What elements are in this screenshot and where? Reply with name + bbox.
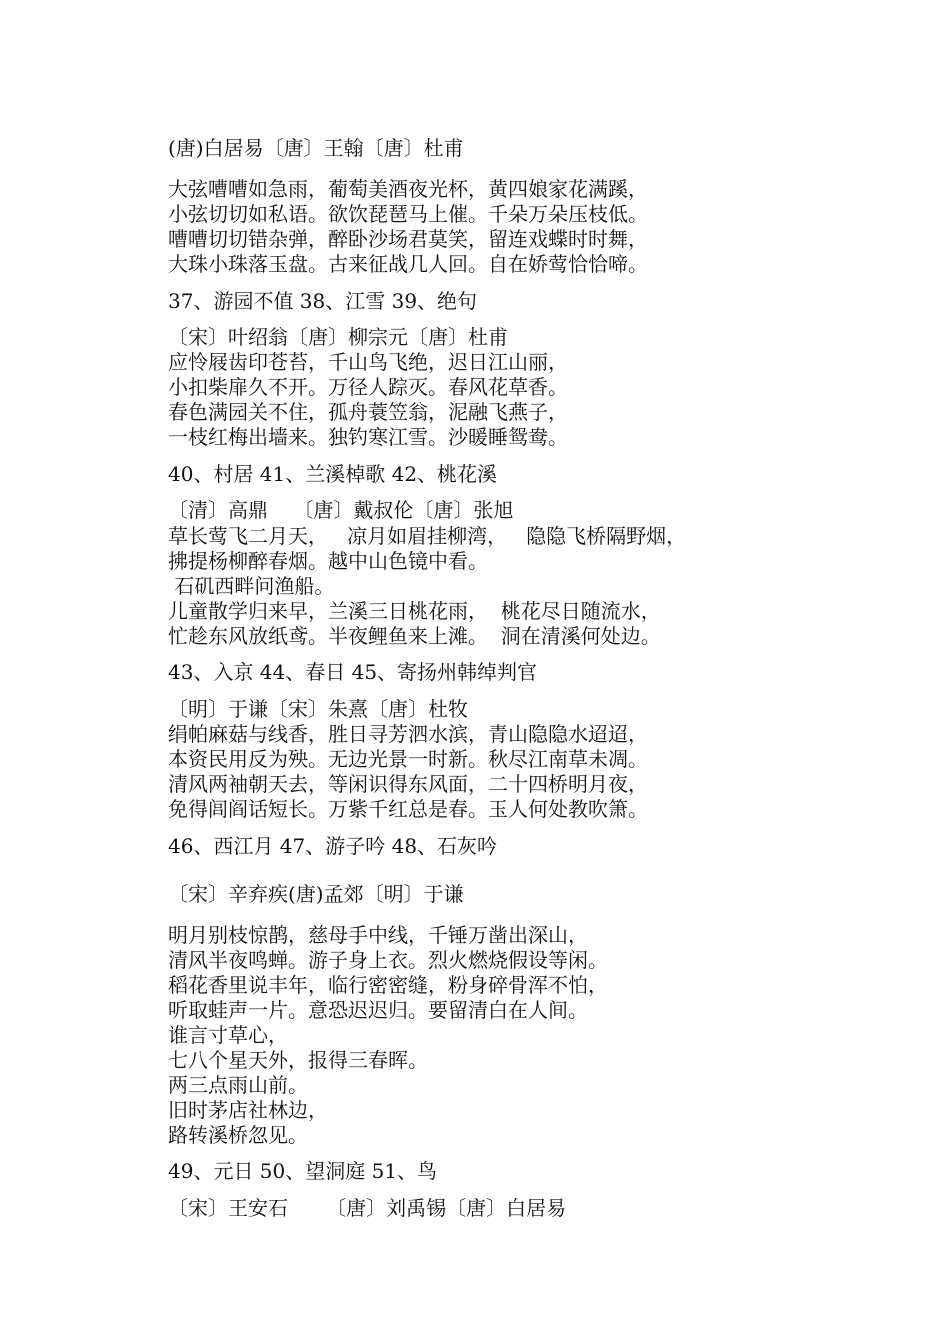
poem-line: 旧时茅店社林边，: [168, 1098, 328, 1122]
poem-line: 清风两袖朝天去，等闲识得东风面，二十四桥明月夜，: [168, 772, 648, 796]
poem-line: 小弦切切如私语。欲饮琵琶马上催。千朵万朵压枝低。: [168, 202, 648, 226]
poem-line: 免得闾阎话短长。万紫千红总是春。玉人何处教吹箫。: [168, 797, 648, 821]
poem-line: 春色满园关不住，孤舟蓑笠翁，泥融飞燕子，: [168, 400, 568, 424]
poem-line: 大弦嘈嘈如急雨，葡萄美酒夜光杯，黄四娘家花满蹊，: [168, 177, 648, 201]
poem-line: 拂提杨柳醉春烟。越中山色镜中看。: [168, 549, 488, 573]
poem-line: 稻花香里说丰年，临行密密缝，粉身碎骨浑不怕，: [168, 973, 608, 997]
poem-line: 本资民用反为殃。无边光景一时新。秋尽江南草未凋。: [168, 747, 648, 771]
author-line: 〔宋〕叶绍翁〔唐〕柳宗元〔唐〕杜甫: [168, 325, 508, 349]
poem-line: 七八个星天外，报得三春晖。: [168, 1048, 428, 1072]
poem-line: 路转溪桥忽见。: [168, 1123, 308, 1147]
poem-line: 小扣柴扉久不开。万径人踪灭。春风花草香。: [168, 375, 568, 399]
poem-line: 一枝红梅出墙来。独钓寒江雪。沙暖睡鸳鸯。: [168, 425, 568, 449]
poem-line: 两三点雨山前。: [168, 1073, 308, 1097]
author-line: 〔明〕于谦〔宋〕朱熹〔唐〕杜牧: [168, 697, 468, 721]
poem-line: 石矶西畔问渔船。: [168, 574, 335, 598]
poem-line: 听取蛙声一片。意恐迟迟归。要留清白在人间。: [168, 998, 588, 1022]
poem-line: 清风半夜鸣蝉。游子身上衣。烈火燃烧假设等闲。: [168, 948, 608, 972]
poem-line: 绢帕麻菇与线香，胜日寻芳泗水滨，青山隐隐水迢迢，: [168, 722, 648, 746]
poem-line: 忙趁东风放纸鸢。半夜鲤鱼来上滩。 洞在清溪何处边。: [168, 624, 661, 648]
poem-line: 应怜屐齿印苍苔，千山鸟飞绝，迟日江山丽，: [168, 350, 568, 374]
author-line: (唐)白居易〔唐〕王翰〔唐〕杜甫: [168, 136, 464, 160]
section-heading: 40、村居 41、兰溪棹歌 42、桃花溪: [168, 462, 498, 486]
author-line: 〔清〕高鼎 〔唐〕戴叔伦〔唐〕张旭: [168, 498, 514, 522]
author-line: 〔宋〕王安石 〔唐〕刘禹锡〔唐〕白居易: [168, 1196, 567, 1220]
section-heading: 37、游园不值 38、江雪 39、绝句: [168, 289, 478, 313]
poem-line: 明月别枝惊鹊，慈母手中线，千锤万凿出深山，: [168, 923, 588, 947]
section-heading: 49、元日 50、望洞庭 51、鸟: [168, 1159, 438, 1183]
poem-line: 儿童散学归来早，兰溪三日桃花雨， 桃花尽日随流水，: [168, 599, 661, 623]
poem-line: 谁言寸草心，: [168, 1023, 288, 1047]
poem-line: 草长莺飞二月天， 凉月如眉挂柳湾， 隐隐飞桥隔野烟，: [168, 524, 687, 548]
section-heading: 46、西江月 47、游子吟 48、石灰吟: [168, 834, 498, 858]
poem-line: 嘈嘈切切错杂弹，醉卧沙场君莫笑，留连戏蝶时时舞，: [168, 227, 648, 251]
poem-line: 大珠小珠落玉盘。古来征战几人回。自在娇莺恰恰啼。: [168, 252, 648, 276]
section-heading: 43、入京 44、春日 45、寄扬州韩绰判官: [168, 660, 538, 684]
author-line: 〔宋〕辛弃疾(唐)孟郊〔明〕于谦: [168, 882, 464, 906]
